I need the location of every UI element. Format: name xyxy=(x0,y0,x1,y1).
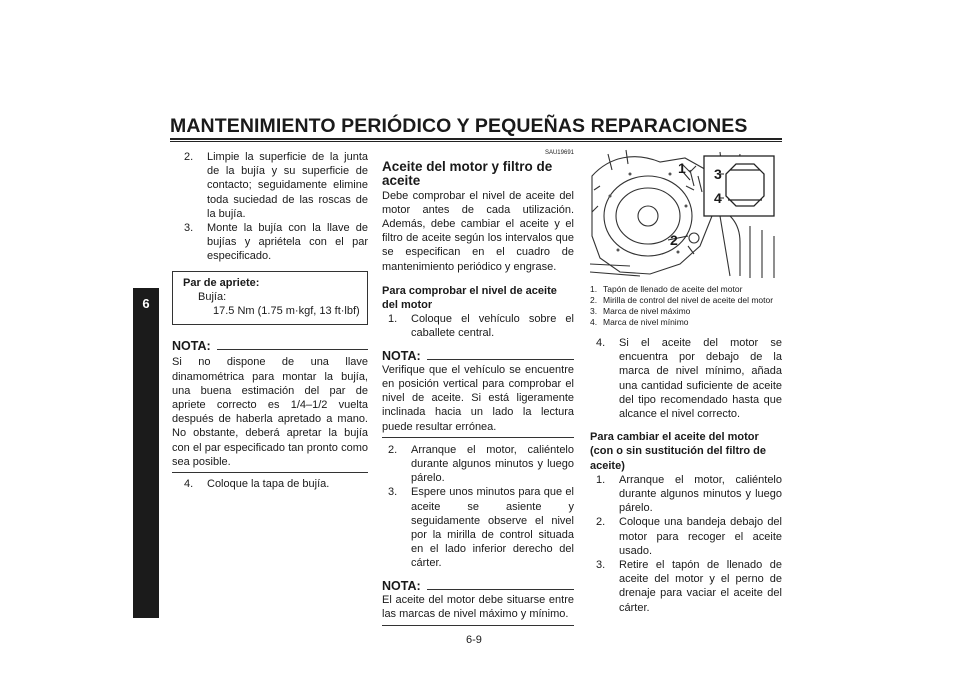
nota-text: Si no dispone de una llave dinamométrica para montar la bujía, una buena estimación del par de apriete correcto es 1/4–1/2 vuelta después de haberla apretado a mano. No obstante, deberá apretar la bujía con el par especificado tan pronto como sea posible. xyxy=(172,356,368,468)
list-item: 1. Arranque el motor, caliéntelo durante algunos minutos y luego párelo. xyxy=(596,473,782,515)
section-tab xyxy=(133,288,159,618)
list-item: 4. Coloque la tapa de bujía. xyxy=(184,478,330,491)
subheading: Para cambiar el aceite del motor (con o sin sustitución del filtro de aceite) xyxy=(590,431,767,472)
nota-end-rule xyxy=(382,437,574,438)
list-item: 2. Limpie la superficie de la junta de la bujía y su superficie de contacto; seguidamente elimine toda suciedad de las roscas de la bujía. xyxy=(184,151,368,220)
column-1 xyxy=(172,150,368,491)
list-item: 2. Coloque una bandeja debajo del motor para recoger el aceite usado. xyxy=(596,516,782,557)
torque-label: Par de apriete: xyxy=(183,276,260,289)
subheading: Para comprobar el nivel de aceite del motor xyxy=(382,284,557,312)
title-rule-thin xyxy=(170,141,782,142)
nota-heading: NOTA: xyxy=(382,579,574,593)
nota-heading: NOTA: xyxy=(172,339,368,353)
caption-item: 4. Marca de nivel mínimo xyxy=(590,317,689,327)
nota-end-rule xyxy=(382,625,574,626)
nota-heading: NOTA: xyxy=(382,349,574,363)
figure-label-4: 4 xyxy=(714,190,722,206)
nota-text: Verifique que el vehículo se encuentre en posición vertical para comprobar el nivel de aceite. Si está ligeramente inclinada hacia un lado la lectura puede resultar errónea. xyxy=(382,363,574,433)
column-2 xyxy=(382,146,574,626)
section-heading: Aceite del motor y filtro de aceite xyxy=(382,159,553,189)
caption-item: 3. Marca de nivel máximo xyxy=(590,306,691,316)
nota-text: El aceite del motor debe situarse entre las marcas de nivel máximo y mínimo. xyxy=(382,593,574,621)
caption-item: 1. Tapón de llenado de aceite del motor xyxy=(590,284,743,294)
nota-end-rule xyxy=(172,472,368,473)
list-item: 3. Espere unos minutos para que el aceite se asiente y seguidamente observe el nivel por la mirilla de control situada en el lado inferior derecho del cárter. xyxy=(388,486,574,570)
figure-label-3: 3 xyxy=(714,166,722,182)
torque-item: Bujía: xyxy=(198,290,227,303)
list-item: 3. Retire el tapón de llenado de aceite del motor y el perno de drenaje para vaciar el aceite del cárter. xyxy=(596,559,782,614)
engine-figure xyxy=(590,146,780,280)
caption-item: 2. Mirilla de control del nivel de aceite del motor xyxy=(590,295,774,305)
figure-label-1: 1 xyxy=(678,160,686,176)
list-item: 2. Arranque el motor, caliéntelo durante algunos minutos y luego párelo. xyxy=(388,443,574,485)
torque-box xyxy=(172,271,368,326)
list-item: 1. Coloque el vehículo sobre el caballete central. xyxy=(388,313,574,340)
title-rule xyxy=(170,138,782,140)
reference-code: SAU19691 xyxy=(544,150,574,156)
figure-captions xyxy=(590,284,782,328)
list-item: 4. Si el aceite del motor se encuentra por debajo de la marca de nivel mínimo, añada una cantidad suficiente de aceite del tipo recomendado hasta que alcance el nivel correcto. xyxy=(596,337,782,421)
list-item: 3. Monte la bujía con la llave de bujías y apriétela con el par especificado. xyxy=(184,222,368,263)
column-3 xyxy=(590,284,782,615)
page-title: MANTENIMIENTO PERIÓDICO Y PEQUEÑAS REPARACIONES xyxy=(170,115,748,137)
page-number: 6-9 xyxy=(466,634,482,646)
section-tab-number: 6 xyxy=(142,296,150,311)
torque-value: 17.5 Nm (1.75 m·kgf, 13 ft·lbf) xyxy=(213,305,360,318)
intro-text: Debe comprobar el nivel de aceite del motor antes de cada utilización. Además, debe cambiar el aceite y el filtro de aceite según los intervalos que se especifican en el cuadro de mantenimiento periódico y engrase. xyxy=(382,189,574,273)
figure-label-2: 2 xyxy=(670,232,678,248)
